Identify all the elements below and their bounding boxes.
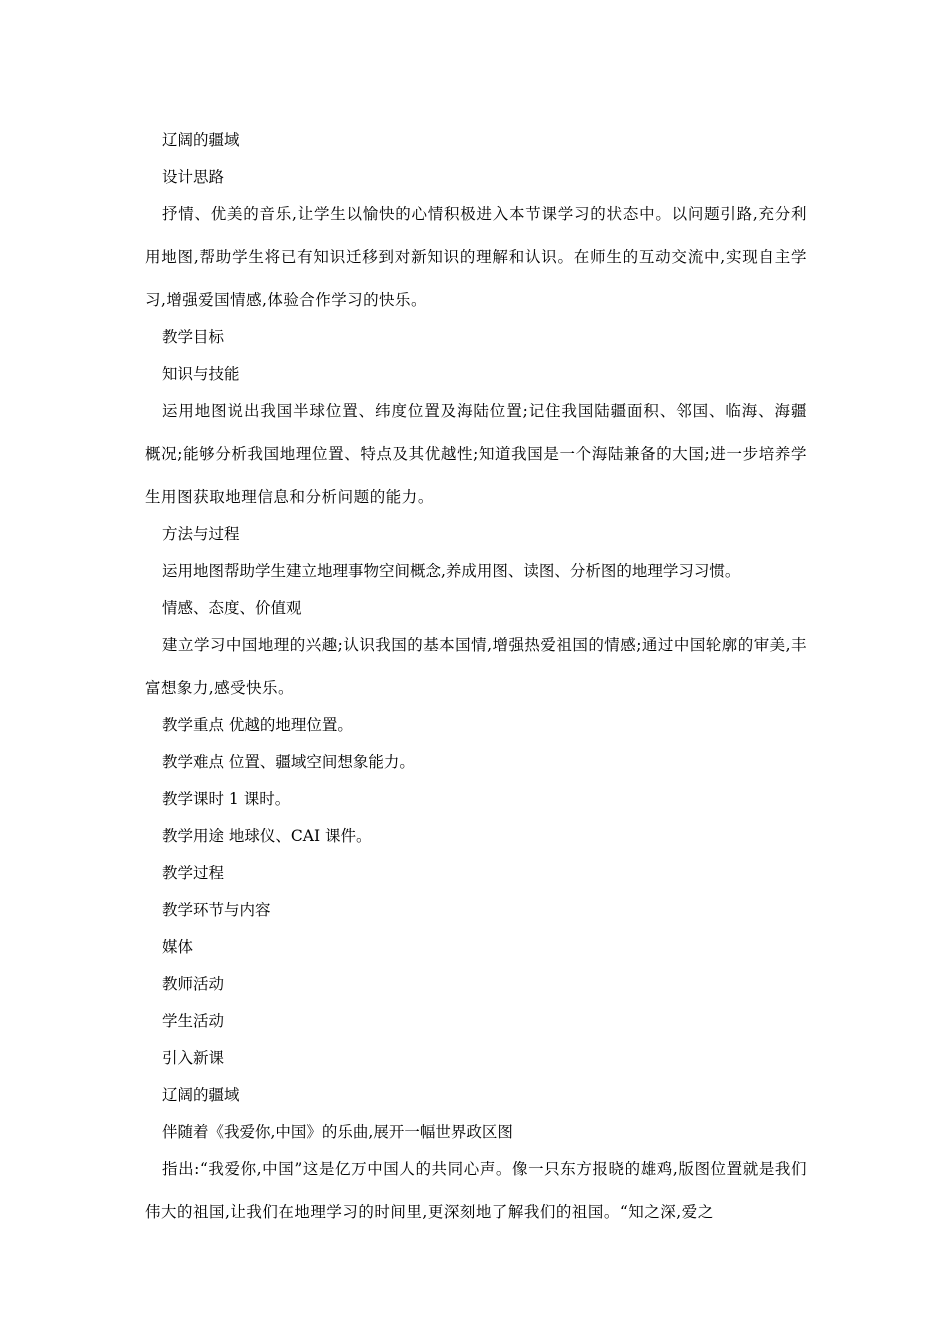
process-heading: 教学过程 [162, 864, 225, 882]
method-paragraph: 运用地图帮助学生建立地理事物空间概念,养成用图、读图、分析图的地理学习习惯。 [162, 562, 741, 580]
intro-music-line: 伴随着《我爱你,中国》的乐曲,展开一幅世界政区图 [162, 1123, 513, 1141]
hours-line: 教学课时 1 课时。 [162, 790, 291, 808]
intro-heading: 引入新课 [162, 1049, 225, 1067]
column-media: 媒体 [162, 938, 194, 956]
key-point-line: 教学重点 优越的地理位置。 [162, 716, 353, 734]
emotion-heading: 情感、态度、价值观 [162, 599, 302, 617]
goals-heading: 教学目标 [162, 328, 225, 346]
intro-title: 辽阔的疆域 [162, 1086, 240, 1104]
document-title: 辽阔的疆域 [162, 131, 240, 149]
column-stage: 教学环节与内容 [162, 901, 271, 919]
emotion-paragraph: 建立学习中国地理的兴趣;认识我国的基本国情,增强热爱祖国的情感;通过中国轮廓的审美,丰富想象力,感受快乐。 [145, 636, 807, 697]
tools-line: 教学用途 地球仪、CAI 课件。 [162, 827, 372, 845]
document-body [145, 122, 807, 1231]
column-teacher: 教师活动 [162, 975, 225, 993]
knowledge-paragraph: 运用地图说出我国半球位置、纬度位置及海陆位置;记住我国陆疆面积、邻国、临海、海疆概况;能够分析我国地理位置、特点及其优越性;知道我国是一个海陆兼备的大国;进一步培养学生用图获取地理信息和分析问题的能力。 [145, 402, 807, 506]
difficulty-line: 教学难点 位置、疆域空间想象能力。 [162, 753, 415, 771]
method-heading: 方法与过程 [162, 525, 240, 543]
knowledge-heading: 知识与技能 [162, 365, 240, 383]
design-heading: 设计思路 [162, 168, 225, 186]
design-paragraph: 抒情、优美的音乐,让学生以愉快的心情积极进入本节课学习的状态中。以问题引路,充分利用地图,帮助学生将已有知识迁移到对新知识的理解和认识。在师生的互动交流中,实现自主学习,增强爱国情感,体验合作学习的快乐。 [145, 205, 807, 309]
intro-point-paragraph: 指出:“我爱你,中国”这是亿万中国人的共同心声。像一只东方报晓的雄鸡,版图位置就是我们伟大的祖国,让我们在地理学习的时间里,更深刻地了解我们的祖国。“知之深,爱之 [145, 1160, 807, 1221]
column-student: 学生活动 [162, 1012, 225, 1030]
